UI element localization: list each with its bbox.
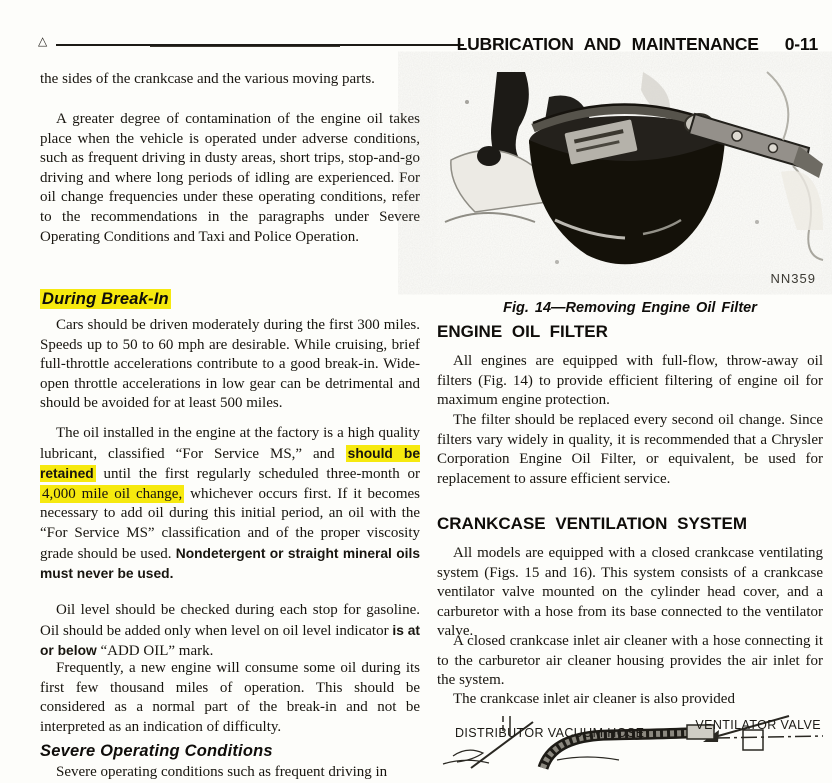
highlighted-bold-retained: should be retained: [40, 445, 420, 482]
bold-at-or-below: is at or below: [40, 622, 420, 659]
highlighted-heading-text: During Break-In: [42, 290, 169, 308]
left-paragraph-oil-consumption: Frequently, a new engine will consume some oil during its first few thousand miles of operation. This should be considered as a normal part of the break-in and not be interpreted as an indication of difficulty.: [40, 660, 420, 735]
right-paragraph-also-provided: The crankcase inlet air cleaner is also provided: [453, 691, 735, 707]
right-paragraph-full-flow-filters: All engines are equipped with full-flow, throw-away oil filters (Fig. 14) to provide efficient filtering of engine oil for maximum engine protection.: [437, 353, 823, 409]
label-distributor-vacuum-hose: DISTRIBUTOR VACUUM HOSE: [455, 726, 645, 740]
right-paragraph-closed-crankcase: All models are equipped with a closed crankcase ventilating system (Figs. 15 and 16). This system consists of a crankcase ventilator valve mounted on the cylinder head cover, and a carburetor with a hose from its base connected to the ventilator valve.: [437, 545, 823, 640]
left-paragraph-oil-level: [40, 601, 420, 662]
heading-severe-operating-conditions: Severe Operating Conditions: [40, 742, 273, 760]
header-title: LUBRICATION AND MAINTENANCE: [456, 34, 759, 54]
left-paragraph-contamination: A greater degree of contamination of the engine oil takes place when the vehicle is operated under adverse conditions, such as frequent driving in dusty areas, short trips, stop-and-go driving and where long periods of idling are experienced. For oil change frequencies under these operating conditions, refer to the recommendations in the paragraphs under Severe Operating Conditions and Taxi and Police Operation.: [40, 111, 420, 245]
left-paragraph-continuation: the sides of the crankcase and the various moving parts.: [40, 71, 375, 87]
oil-filter-photo-illustration: [437, 72, 823, 274]
margin-triangle-mark: △: [38, 34, 48, 48]
page-header: [457, 34, 818, 55]
heading-during-break-in: [40, 290, 420, 309]
heading-engine-oil-filter: ENGINE OIL FILTER: [437, 322, 608, 341]
text-segment: The oil installed in the engine at the factory is a high quality lubricant, classified “For Service MS,” and: [40, 425, 420, 462]
label-ventilator-valve: VENTILATOR VALVE: [695, 718, 821, 732]
right-paragraph-filter-replacement: The filter should be replaced every second oil change. Since filters vary widely in quality, it is recommended that a Chrysler Corporation Engine Oil Filter, or equivalent, be used for replacement to assure efficient service.: [437, 412, 823, 487]
figure-14-caption: Fig. 14—Removing Engine Oil Filter: [503, 300, 757, 316]
bold-nondetergent-warning: Nondetergent or straight mineral oils must never be used.: [40, 545, 420, 582]
photo-reference-code: NN359: [770, 271, 816, 286]
clipped-bottom-line: Severe operating conditions such as frequent driving in: [56, 764, 388, 780]
highlighted-oil-change: 4,000 mile oil change,: [42, 485, 183, 502]
figure-15-partial-drawing: [437, 716, 823, 768]
text-segment: whichever occurs first. If it becomes necessary to add oil during this initial period, an oil with the “For Service MS” classification and of the proper viscosity grade should be used.: [40, 485, 420, 562]
page-number: 0-11: [784, 34, 818, 54]
left-paragraph-factory-oil: [40, 424, 420, 585]
figure-14-photo: [437, 72, 823, 274]
text-segment: until the first regularly scheduled three-month or: [95, 466, 420, 483]
heading-crankcase-ventilation-system: CRANKCASE VENTILATION SYSTEM: [437, 514, 748, 533]
header-rule-smudge: [150, 46, 340, 47]
text-segment: Oil level should be checked during each stop for gasoline. Oil should be added only when level on oil level indicator: [40, 602, 420, 639]
text-segment: “ADD OIL” mark.: [96, 643, 214, 660]
left-paragraph-break-in-driving: Cars should be driven moderately during the first 300 miles. Speeds up to 50 to 60 mph are desirable. While cruising, brief full-throttle accelerations contribute to a good break-in. Wide-open throttle accelerations in low gear can be detrimental and should be avoided for at least 500 miles.: [40, 317, 420, 412]
right-paragraph-inlet-air-cleaner: A closed crankcase inlet air cleaner with a hose connecting it to the carburetor air cleaner housing provides the air inlet for the system.: [437, 633, 823, 689]
